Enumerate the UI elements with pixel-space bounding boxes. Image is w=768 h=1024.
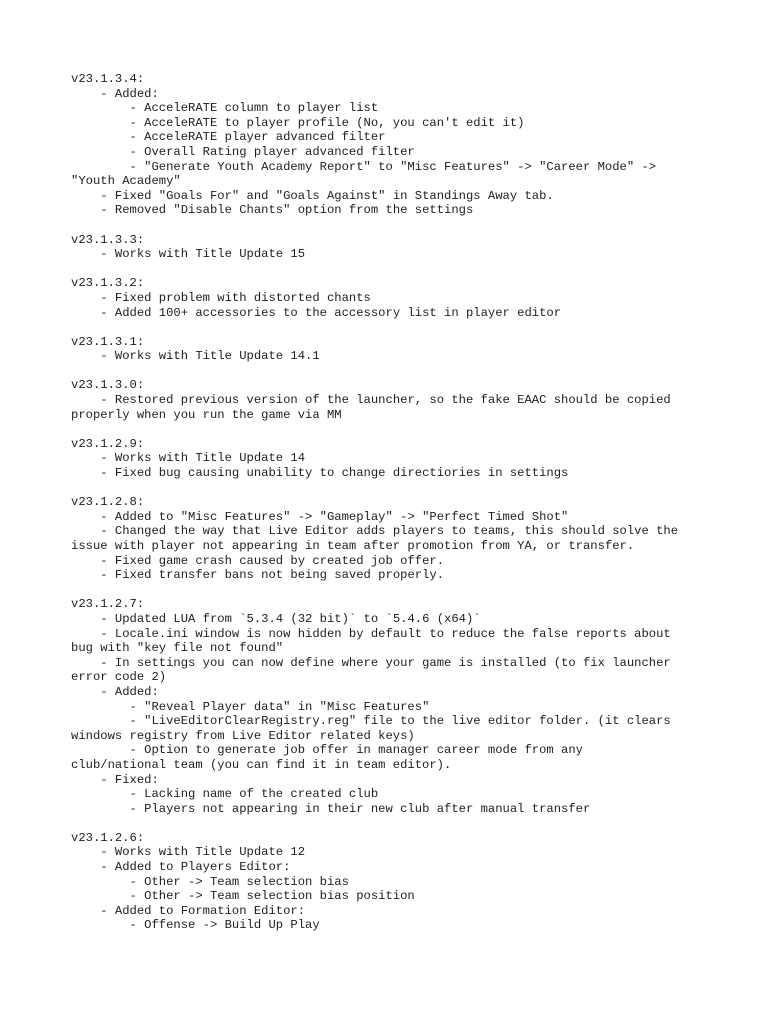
changelog-line: properly when you run the game via MM: [71, 407, 342, 422]
changelog-line: - Locale.ini window is now hidden by default to reduce the false reports about: [71, 626, 671, 641]
changelog-line: - Fixed "Goals For" and "Goals Against" in Standings Away tab.: [71, 188, 554, 203]
changelog-line: - Overall Rating player advanced filter: [71, 144, 415, 159]
changelog-line: v23.1.3.4:: [71, 72, 145, 86]
changelog-line: [71, 218, 711, 233]
changelog-line: - Added to Formation Editor:: [71, 903, 306, 918]
changelog-line: [71, 422, 711, 437]
changelog-line: v23.1.2.8:: [71, 495, 145, 510]
changelog-line: windows registry from Live Editor related keys): [71, 728, 415, 743]
changelog-line: [71, 262, 711, 277]
changelog-line: error code 2): [71, 670, 167, 685]
changelog-line: v23.1.3.0:: [71, 378, 145, 393]
changelog-line: v23.1.2.9:: [71, 436, 145, 451]
changelog-line: - AcceleRATE player advanced filter: [71, 130, 386, 145]
changelog-line: [71, 364, 711, 379]
changelog-line: v23.1.3.1:: [71, 334, 145, 349]
changelog-line: v23.1.2.7:: [71, 597, 145, 612]
changelog-line: - AcceleRATE column to player list: [71, 101, 379, 116]
changelog-line: - Added:: [71, 86, 159, 101]
changelog-line: issue with player not appearing in team after promotion from YA, or transfer.: [71, 539, 635, 553]
changelog-line: - Offense -> Build Up Play: [71, 918, 320, 933]
changelog-line: - Fixed problem with distorted chants: [71, 290, 371, 305]
changelog-document: [71, 72, 711, 933]
changelog-line: v23.1.3.3:: [71, 232, 145, 247]
changelog-line: - Works with Title Update 14: [71, 451, 306, 466]
changelog-line: - Removed "Disable Chants" option from the settings: [71, 203, 474, 218]
changelog-line: - Other -> Team selection bias position: [71, 889, 415, 904]
changelog-line: - Fixed transfer bans not being saved properly.: [71, 568, 445, 583]
changelog-line: - Option to generate job offer in manager career mode from any: [71, 743, 583, 758]
changelog-line: - "LiveEditorClearRegistry.reg" file to the live editor folder. (it clears: [71, 714, 671, 729]
changelog-line: - Fixed game crash caused by created job offer.: [71, 553, 445, 568]
changelog-line: - "Reveal Player data" in "Misc Features": [71, 699, 430, 714]
changelog-line: v23.1.3.2:: [71, 276, 145, 291]
changelog-line: - Works with Title Update 15: [71, 247, 306, 262]
changelog-line: - Restored previous version of the launcher, so the fake EAAC should be copied: [71, 393, 671, 408]
changelog-line: - Fixed bug causing unability to change directiories in settings: [71, 466, 569, 481]
changelog-line: - Added:: [71, 684, 159, 699]
changelog-line: - Updated LUA from `5.3.4 (32 bit)` to `5.4.6 (x64)`: [71, 611, 481, 626]
changelog-line: - Works with Title Update 14.1: [71, 349, 320, 364]
changelog-line: - Fixed:: [71, 772, 159, 787]
changelog-line: - Other -> Team selection bias: [71, 874, 349, 889]
changelog-line: [71, 583, 711, 598]
changelog-line: [71, 320, 711, 335]
changelog-line: - Added to Players Editor:: [71, 860, 291, 875]
changelog-line: - Added to "Misc Features" -> "Gameplay" -> "Perfect Timed Shot": [71, 509, 569, 524]
changelog-line: - In settings you can now define where your game is installed (to fix launcher: [71, 655, 671, 670]
changelog-line: "Youth Academy": [71, 174, 181, 189]
changelog-line: - Players not appearing in their new club after manual transfer: [71, 801, 591, 816]
changelog-line: v23.1.2.6:: [71, 830, 145, 845]
changelog-line: - Works with Title Update 12: [71, 845, 306, 860]
changelog-line: - "Generate Youth Academy Report" to "Misc Features" -> "Career Mode" ->: [71, 159, 657, 174]
changelog-line: - Added 100+ accessories to the accessory list in player editor: [71, 305, 562, 320]
changelog-line: [71, 816, 711, 831]
changelog-line: - Lacking name of the created club: [71, 787, 379, 802]
changelog-line: club/national team (you can find it in team editor).: [71, 757, 452, 772]
changelog-line: - Changed the way that Live Editor adds players to teams, this should solve the: [71, 524, 679, 539]
changelog-line: [71, 481, 711, 496]
changelog-line: bug with "key file not found": [71, 641, 284, 656]
changelog-line: - AcceleRATE to player profile (No, you can't edit it): [71, 115, 525, 130]
